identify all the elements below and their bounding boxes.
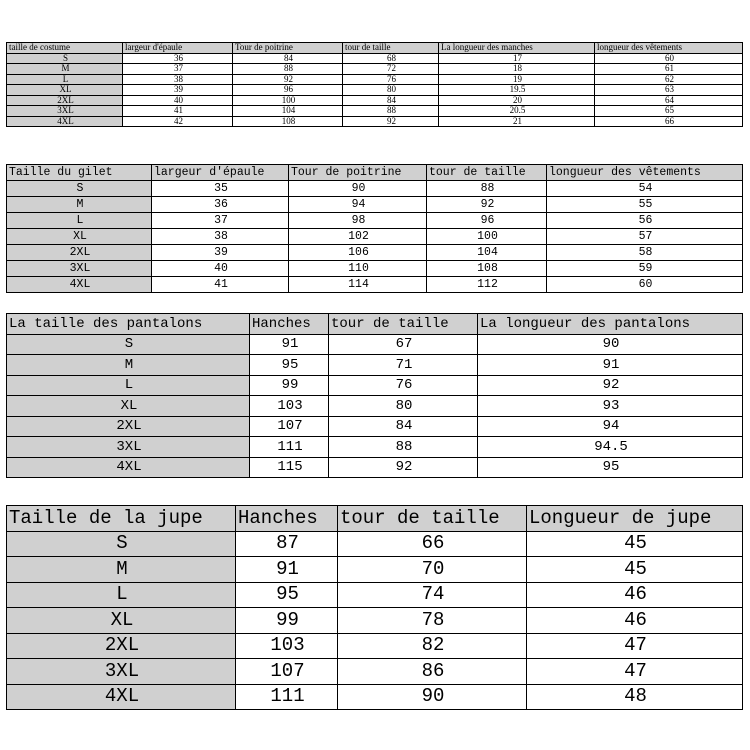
measurement-cell: 84 bbox=[343, 95, 439, 106]
measurement-cell: 64 bbox=[595, 95, 743, 106]
measurement-cell: 82 bbox=[338, 633, 527, 659]
size-label-cell: L bbox=[7, 74, 123, 85]
column-header: Tour de poitrine bbox=[289, 165, 427, 181]
measurement-cell: 94 bbox=[478, 416, 743, 437]
measurement-cell: 59 bbox=[547, 261, 743, 277]
size-label-cell: L bbox=[7, 213, 152, 229]
measurement-cell: 92 bbox=[329, 457, 478, 478]
size-label-cell: L bbox=[7, 582, 236, 608]
size-label-cell: M bbox=[7, 355, 250, 376]
measurement-cell: 99 bbox=[250, 375, 329, 396]
column-header: tour de taille bbox=[343, 43, 439, 54]
measurement-cell: 95 bbox=[236, 582, 338, 608]
size-label-cell: 4XL bbox=[7, 684, 236, 710]
measurement-cell: 100 bbox=[427, 229, 547, 245]
measurement-cell: 42 bbox=[123, 116, 233, 127]
measurement-cell: 37 bbox=[123, 64, 233, 75]
measurement-cell: 35 bbox=[152, 181, 289, 197]
measurement-cell: 100 bbox=[233, 95, 343, 106]
table-row bbox=[7, 582, 743, 608]
measurement-cell: 104 bbox=[233, 106, 343, 117]
table-row bbox=[7, 213, 743, 229]
column-header: tour de taille bbox=[427, 165, 547, 181]
measurement-cell: 67 bbox=[329, 334, 478, 355]
table-row bbox=[7, 684, 743, 710]
measurement-cell: 76 bbox=[329, 375, 478, 396]
measurement-cell: 58 bbox=[547, 245, 743, 261]
table-row bbox=[7, 95, 743, 106]
size-label-cell: S bbox=[7, 334, 250, 355]
table-row bbox=[7, 416, 743, 437]
measurement-cell: 91 bbox=[236, 557, 338, 583]
column-header: longueur des vêtements bbox=[547, 165, 743, 181]
measurement-cell: 92 bbox=[427, 197, 547, 213]
measurement-cell: 62 bbox=[595, 74, 743, 85]
measurement-cell: 68 bbox=[343, 53, 439, 64]
measurement-cell: 90 bbox=[478, 334, 743, 355]
table-row bbox=[7, 457, 743, 478]
size-label-cell: 2XL bbox=[7, 633, 236, 659]
size-label-cell: M bbox=[7, 197, 152, 213]
measurement-cell: 103 bbox=[236, 633, 338, 659]
table-row bbox=[7, 277, 743, 293]
size-label-cell: S bbox=[7, 53, 123, 64]
measurement-cell: 96 bbox=[233, 85, 343, 96]
column-header: Hanches bbox=[236, 506, 338, 532]
measurement-cell: 96 bbox=[427, 213, 547, 229]
size-label-cell: XL bbox=[7, 229, 152, 245]
table-row bbox=[7, 197, 743, 213]
column-header: longueur des vêtements bbox=[595, 43, 743, 54]
measurement-cell: 36 bbox=[123, 53, 233, 64]
measurement-cell: 88 bbox=[233, 64, 343, 75]
measurement-cell: 90 bbox=[289, 181, 427, 197]
measurement-cell: 107 bbox=[250, 416, 329, 437]
costume-size-table bbox=[6, 42, 743, 127]
column-header: tour de taille bbox=[338, 506, 527, 532]
measurement-cell: 47 bbox=[527, 659, 743, 685]
column-header: La longueur des manches bbox=[439, 43, 595, 54]
size-label-cell: 2XL bbox=[7, 95, 123, 106]
measurement-cell: 80 bbox=[343, 85, 439, 96]
measurement-cell: 78 bbox=[338, 608, 527, 634]
measurement-cell: 76 bbox=[343, 74, 439, 85]
measurement-cell: 84 bbox=[233, 53, 343, 64]
measurement-cell: 40 bbox=[152, 261, 289, 277]
measurement-cell: 93 bbox=[478, 396, 743, 417]
size-label-cell: 3XL bbox=[7, 659, 236, 685]
measurement-cell: 61 bbox=[595, 64, 743, 75]
measurement-cell: 41 bbox=[123, 106, 233, 117]
table-row bbox=[7, 531, 743, 557]
measurement-cell: 72 bbox=[343, 64, 439, 75]
measurement-cell: 45 bbox=[527, 557, 743, 583]
table-row bbox=[7, 74, 743, 85]
measurement-cell: 88 bbox=[343, 106, 439, 117]
measurement-cell: 106 bbox=[289, 245, 427, 261]
measurement-cell: 88 bbox=[427, 181, 547, 197]
table-row bbox=[7, 261, 743, 277]
table-row bbox=[7, 659, 743, 685]
measurement-cell: 111 bbox=[236, 684, 338, 710]
measurement-cell: 112 bbox=[427, 277, 547, 293]
column-header: Hanches bbox=[250, 314, 329, 335]
measurement-cell: 66 bbox=[338, 531, 527, 557]
size-label-cell: XL bbox=[7, 608, 236, 634]
measurement-cell: 46 bbox=[527, 608, 743, 634]
table-row bbox=[7, 334, 743, 355]
measurement-cell: 110 bbox=[289, 261, 427, 277]
measurement-cell: 20.5 bbox=[439, 106, 595, 117]
size-label-cell: S bbox=[7, 181, 152, 197]
table-row bbox=[7, 106, 743, 117]
column-header: Taille de la jupe bbox=[7, 506, 236, 532]
measurement-cell: 37 bbox=[152, 213, 289, 229]
table-row bbox=[7, 608, 743, 634]
measurement-cell: 45 bbox=[527, 531, 743, 557]
size-label-cell: 3XL bbox=[7, 106, 123, 117]
column-header: Longueur de jupe bbox=[527, 506, 743, 532]
measurement-cell: 87 bbox=[236, 531, 338, 557]
measurement-cell: 21 bbox=[439, 116, 595, 127]
measurement-cell: 19 bbox=[439, 74, 595, 85]
measurement-cell: 84 bbox=[329, 416, 478, 437]
measurement-cell: 66 bbox=[595, 116, 743, 127]
table-row bbox=[7, 437, 743, 458]
measurement-cell: 92 bbox=[478, 375, 743, 396]
measurement-cell: 40 bbox=[123, 95, 233, 106]
measurement-cell: 18 bbox=[439, 64, 595, 75]
column-header: La longueur des pantalons bbox=[478, 314, 743, 335]
measurement-cell: 95 bbox=[250, 355, 329, 376]
size-label-cell: XL bbox=[7, 85, 123, 96]
measurement-cell: 91 bbox=[478, 355, 743, 376]
table-row bbox=[7, 85, 743, 96]
measurement-cell: 57 bbox=[547, 229, 743, 245]
measurement-cell: 39 bbox=[152, 245, 289, 261]
measurement-cell: 88 bbox=[329, 437, 478, 458]
measurement-cell: 36 bbox=[152, 197, 289, 213]
size-label-cell: XL bbox=[7, 396, 250, 417]
measurement-cell: 19.5 bbox=[439, 85, 595, 96]
size-label-cell: M bbox=[7, 557, 236, 583]
table-row bbox=[7, 181, 743, 197]
pantalons-size-table bbox=[6, 313, 743, 478]
table-row bbox=[7, 396, 743, 417]
measurement-cell: 114 bbox=[289, 277, 427, 293]
size-label-cell: 3XL bbox=[7, 261, 152, 277]
measurement-cell: 39 bbox=[123, 85, 233, 96]
column-header: La taille des pantalons bbox=[7, 314, 250, 335]
table-row bbox=[7, 633, 743, 659]
column-header: tour de taille bbox=[329, 314, 478, 335]
table-row bbox=[7, 245, 743, 261]
measurement-cell: 115 bbox=[250, 457, 329, 478]
measurement-cell: 54 bbox=[547, 181, 743, 197]
measurement-cell: 102 bbox=[289, 229, 427, 245]
size-label-cell: 3XL bbox=[7, 437, 250, 458]
measurement-cell: 48 bbox=[527, 684, 743, 710]
measurement-cell: 38 bbox=[123, 74, 233, 85]
measurement-cell: 65 bbox=[595, 106, 743, 117]
column-header: Tour de poitrine bbox=[233, 43, 343, 54]
measurement-cell: 99 bbox=[236, 608, 338, 634]
measurement-cell: 47 bbox=[527, 633, 743, 659]
column-header: largeur d'épaule bbox=[123, 43, 233, 54]
measurement-cell: 46 bbox=[527, 582, 743, 608]
table-row bbox=[7, 229, 743, 245]
table-row bbox=[7, 116, 743, 127]
measurement-cell: 80 bbox=[329, 396, 478, 417]
header-row bbox=[7, 165, 743, 181]
table-row bbox=[7, 53, 743, 64]
table-row bbox=[7, 557, 743, 583]
measurement-cell: 111 bbox=[250, 437, 329, 458]
size-label-cell: 4XL bbox=[7, 277, 152, 293]
jupe-size-table bbox=[6, 505, 743, 710]
size-label-cell: 4XL bbox=[7, 457, 250, 478]
measurement-cell: 108 bbox=[427, 261, 547, 277]
header-row bbox=[7, 43, 743, 54]
measurement-cell: 63 bbox=[595, 85, 743, 96]
measurement-cell: 103 bbox=[250, 396, 329, 417]
measurement-cell: 108 bbox=[233, 116, 343, 127]
size-label-cell: S bbox=[7, 531, 236, 557]
table-row bbox=[7, 355, 743, 376]
measurement-cell: 94.5 bbox=[478, 437, 743, 458]
table-row bbox=[7, 375, 743, 396]
size-label-cell: 2XL bbox=[7, 245, 152, 261]
measurement-cell: 92 bbox=[343, 116, 439, 127]
measurement-cell: 20 bbox=[439, 95, 595, 106]
measurement-cell: 98 bbox=[289, 213, 427, 229]
gilet-size-table bbox=[6, 164, 743, 293]
measurement-cell: 17 bbox=[439, 53, 595, 64]
measurement-cell: 95 bbox=[478, 457, 743, 478]
size-label-cell: 4XL bbox=[7, 116, 123, 127]
measurement-cell: 71 bbox=[329, 355, 478, 376]
measurement-cell: 70 bbox=[338, 557, 527, 583]
size-label-cell: 2XL bbox=[7, 416, 250, 437]
measurement-cell: 60 bbox=[595, 53, 743, 64]
measurement-cell: 86 bbox=[338, 659, 527, 685]
size-label-cell: M bbox=[7, 64, 123, 75]
header-row bbox=[7, 314, 743, 335]
measurement-cell: 104 bbox=[427, 245, 547, 261]
measurement-cell: 74 bbox=[338, 582, 527, 608]
measurement-cell: 55 bbox=[547, 197, 743, 213]
header-row bbox=[7, 506, 743, 532]
size-label-cell: L bbox=[7, 375, 250, 396]
column-header: taille de costume bbox=[7, 43, 123, 54]
measurement-cell: 90 bbox=[338, 684, 527, 710]
measurement-cell: 91 bbox=[250, 334, 329, 355]
measurement-cell: 94 bbox=[289, 197, 427, 213]
measurement-cell: 38 bbox=[152, 229, 289, 245]
measurement-cell: 60 bbox=[547, 277, 743, 293]
measurement-cell: 56 bbox=[547, 213, 743, 229]
measurement-cell: 92 bbox=[233, 74, 343, 85]
column-header: Taille du gilet bbox=[7, 165, 152, 181]
column-header: largeur d'épaule bbox=[152, 165, 289, 181]
table-row bbox=[7, 64, 743, 75]
measurement-cell: 107 bbox=[236, 659, 338, 685]
measurement-cell: 41 bbox=[152, 277, 289, 293]
